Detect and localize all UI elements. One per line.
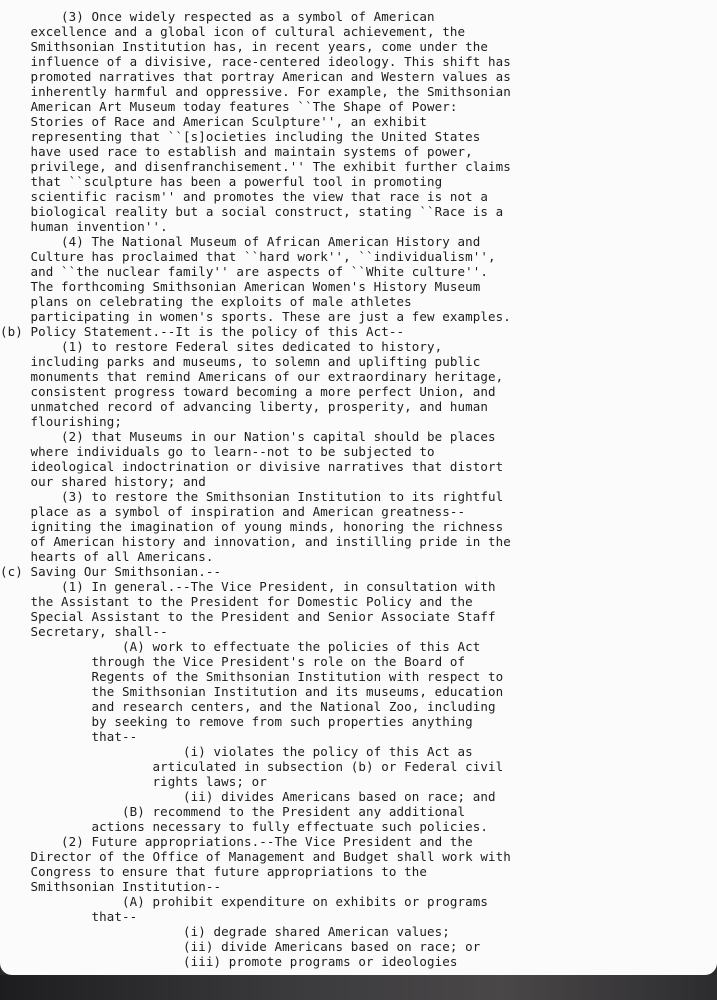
- text-line: monuments that remind Americans of our extraordinary heritage,: [0, 369, 504, 384]
- text-line: (B) recommend to the President any additional: [0, 804, 466, 819]
- text-line: unmatched record of advancing liberty, prosperity, and human: [0, 399, 489, 414]
- text-line: by seeking to remove from such properties anything: [0, 714, 473, 729]
- text-line: ideological indoctrination or divisive narratives that distort: [0, 459, 504, 474]
- text-line: consistent progress toward becoming a more perfect Union, and: [0, 384, 496, 399]
- text-line: the Assistant to the President for Domestic Policy and the: [0, 594, 473, 609]
- text-line: excellence and a global icon of cultural achievement, the: [0, 24, 466, 39]
- text-line: Special Assistant to the President and Senior Associate Staff: [0, 609, 496, 624]
- text-line: Smithsonian Institution--: [0, 879, 222, 894]
- text-line: promoted narratives that portray American and Western values as: [0, 69, 511, 84]
- text-line: rights laws; or: [0, 774, 267, 789]
- text-line: actions necessary to fully effectuate such policies.: [0, 819, 489, 834]
- text-line: Secretary, shall--: [0, 624, 168, 639]
- text-line: the Smithsonian Institution and its museums, education: [0, 684, 504, 699]
- text-line: (A) work to effectuate the policies of this Act: [0, 639, 481, 654]
- text-line: (c) Saving Our Smithsonian.--: [0, 564, 222, 579]
- text-line: representing that ``[s]ocieties including the United States: [0, 129, 481, 144]
- text-line: (1) to restore Federal sites dedicated to history,: [0, 339, 443, 354]
- text-line: (i) degrade shared American values;: [0, 924, 450, 939]
- background-strip: [0, 975, 717, 1000]
- text-line: place as a symbol of inspiration and American greatness--: [0, 504, 466, 519]
- text-line: influence of a divisive, race-centered ideology. This shift has: [0, 54, 511, 69]
- text-line: inherently harmful and oppressive. For example, the Smithsonian: [0, 84, 511, 99]
- text-line: Congress to ensure that future appropriations to the: [0, 864, 428, 879]
- text-line: and ``the nuclear family'' are aspects of ``White culture''.: [0, 264, 489, 279]
- text-line: Regents of the Smithsonian Institution with respect to: [0, 669, 504, 684]
- text-line: [0, 0, 717, 9]
- text-line: where individuals go to learn--not to be subjected to: [0, 444, 435, 459]
- text-line: (A) prohibit expenditure on exhibits or programs: [0, 894, 489, 909]
- text-line: (ii) divide Americans based on race; or: [0, 939, 481, 954]
- text-line: (4) The National Museum of African American History and: [0, 234, 481, 249]
- text-line: (3) to restore the Smithsonian Institution to its rightful: [0, 489, 504, 504]
- text-line: (iii) promote programs or ideologies: [0, 954, 458, 969]
- text-line: (3) Once widely respected as a symbol of American: [0, 9, 435, 24]
- text-line: (i) violates the policy of this Act as: [0, 744, 473, 759]
- text-line: Smithsonian Institution has, in recent years, come under the: [0, 39, 489, 54]
- text-line: (2) that Museums in our Nation's capital should be places: [0, 429, 496, 444]
- text-line: through the Vice President's role on the Board of: [0, 654, 466, 669]
- text-line: articulated in subsection (b) or Federal civil: [0, 759, 504, 774]
- text-line: (2) Future appropriations.--The Vice President and the: [0, 834, 473, 849]
- text-line: human invention''.: [0, 219, 168, 234]
- text-line: have used race to establish and maintain systems of power,: [0, 144, 473, 159]
- text-line: (b) Policy Statement.--It is the policy of this Act--: [0, 324, 405, 339]
- text-line: igniting the imagination of young minds, honoring the richness: [0, 519, 504, 534]
- text-line: Director of the Office of Management and Budget shall work with: [0, 849, 511, 864]
- text-line: hearts of all Americans.: [0, 549, 214, 564]
- text-line: plans on celebrating the exploits of male athletes: [0, 294, 412, 309]
- text-line: scientific racism'' and promotes the view that race is not a: [0, 189, 489, 204]
- text-line: that ``sculpture has been a powerful tool in promoting: [0, 174, 443, 189]
- text-line: including parks and museums, to solemn and uplifting public: [0, 354, 481, 369]
- text-line: biological reality but a social construct, stating ``Race is a: [0, 204, 504, 219]
- text-line: of American history and innovation, and instilling pride in the: [0, 534, 511, 549]
- text-line: that--: [0, 909, 138, 924]
- text-line: privilege, and disenfranchisement.'' The exhibit further claims: [0, 159, 511, 174]
- text-line: that--: [0, 729, 138, 744]
- text-line: our shared history; and: [0, 474, 206, 489]
- text-line: participating in women's sports. These are just a few examples.: [0, 309, 511, 324]
- text-line: Stories of Race and American Sculpture'', an exhibit: [0, 114, 428, 129]
- text-line: flourishing;: [0, 414, 123, 429]
- text-line: Culture has proclaimed that ``hard work'', ``individualism'',: [0, 249, 496, 264]
- text-line: (ii) divides Americans based on race; and: [0, 789, 496, 804]
- text-line: and research centers, and the National Zoo, including: [0, 699, 496, 714]
- text-line: The forthcoming Smithsonian American Women's History Museum: [0, 279, 481, 294]
- text-line: (1) In general.--The Vice President, in consultation with: [0, 579, 496, 594]
- text-line: American Art Museum today features ``The Shape of Power:: [0, 99, 458, 114]
